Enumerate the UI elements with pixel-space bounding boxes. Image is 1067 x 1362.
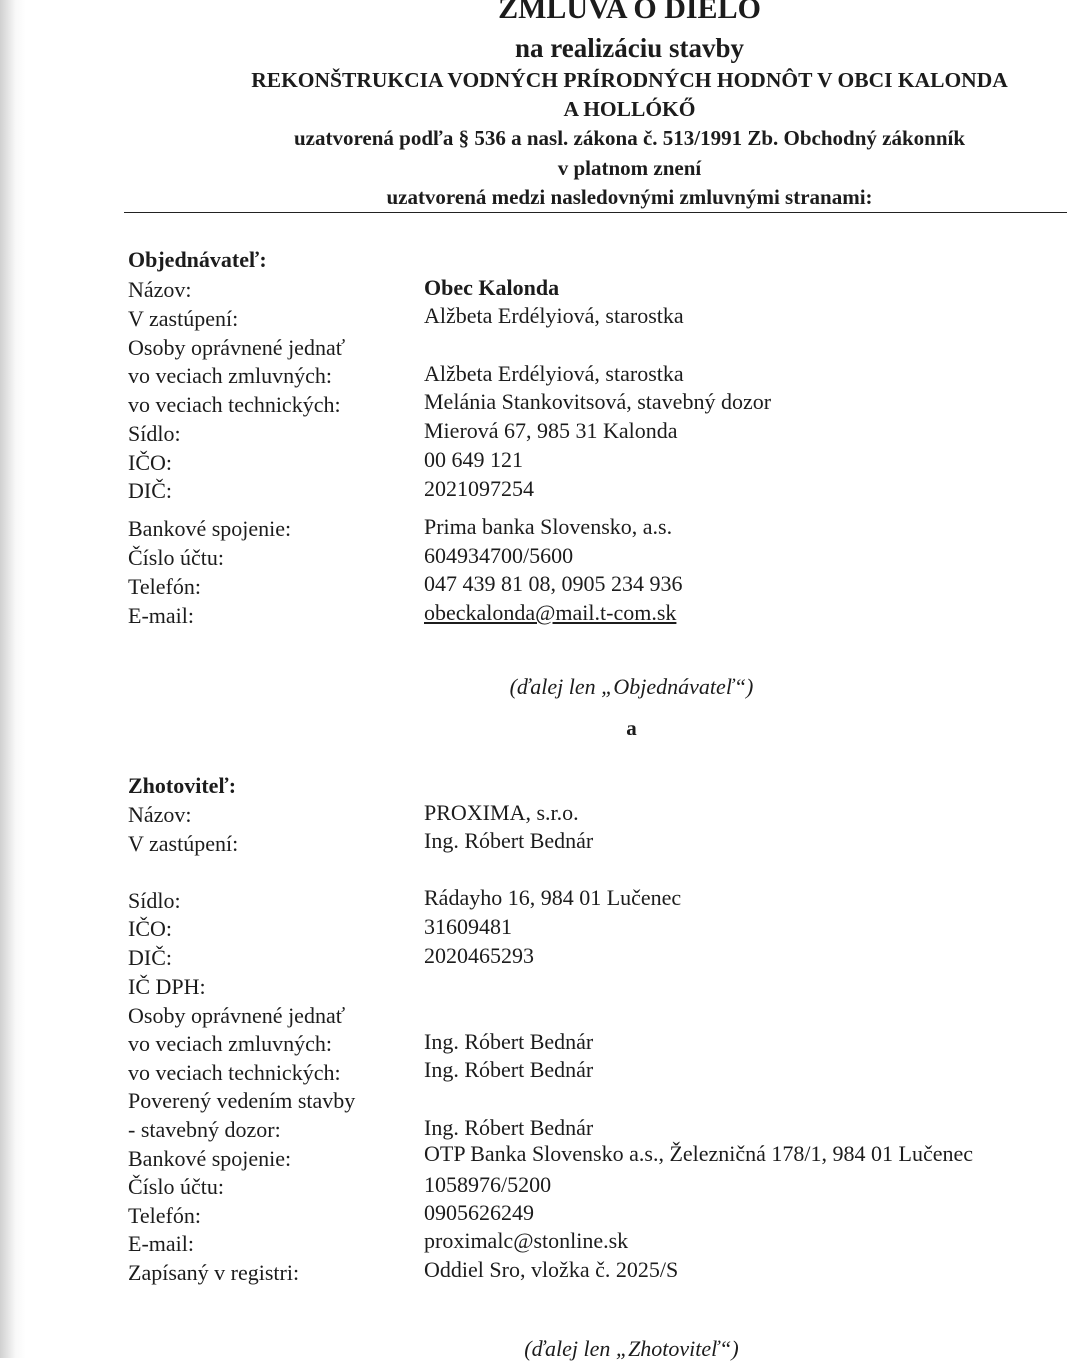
zhotovitel-value-zmluvne: Ing. Róbert Bednár bbox=[424, 1029, 594, 1054]
zhotovitel-label-banka: Bankové spojenie: bbox=[128, 1146, 292, 1171]
project-name-line2: A HOLLÓKŐ bbox=[563, 97, 696, 121]
zhotovitel-value-dozor: Ing. Róbert Bednár bbox=[424, 1115, 594, 1140]
header-divider bbox=[124, 212, 1067, 213]
objednavatel-label-telefon: Telefón: bbox=[128, 574, 201, 599]
objednavatel-value-dic: 2021097254 bbox=[424, 476, 534, 501]
zhotovitel-label-ucet: Číslo účtu: bbox=[128, 1174, 224, 1199]
document-title: ZMLUVA O DIELO bbox=[498, 0, 761, 25]
zhotovitel-value-register: Oddiel Sro, vložka č. 2025/S bbox=[424, 1257, 679, 1282]
zhotovitel-label-sidlo: Sídlo: bbox=[128, 888, 181, 913]
zhotovitel-label-osoby: Osoby oprávnené jednať bbox=[128, 1003, 346, 1028]
project-name-line1: REKONŠTRUKCIA VODNÝCH PRÍRODNÝCH HODNÔT V OBCI KALONDA bbox=[251, 68, 1008, 92]
objednavatel-alias: (ďalej len „Objednávateľ“) bbox=[509, 674, 754, 699]
zhotovitel-label-register: Zapísaný v registri: bbox=[128, 1260, 300, 1285]
zhotovitel-value-dic: 2020465293 bbox=[424, 943, 534, 968]
document-subtitle: na realizáciu stavby bbox=[515, 33, 744, 63]
objednavatel-label-dic: DIČ: bbox=[128, 478, 172, 503]
zhotovitel-value-nazov: PROXIMA, s.r.o. bbox=[424, 800, 579, 825]
zhotovitel-label-technicke: vo veciach technických: bbox=[128, 1060, 341, 1085]
zhotovitel-value-ico: 31609481 bbox=[424, 914, 512, 939]
zhotovitel-label-email: E-mail: bbox=[128, 1231, 194, 1256]
zhotovitel-value-ucet: 1058976/5200 bbox=[424, 1172, 552, 1197]
objednavatel-label-ucet: Číslo účtu: bbox=[128, 545, 224, 570]
objednavatel-label-zmluvne: vo veciach zmluvných: bbox=[128, 363, 333, 388]
objednavatel-label-banka: Bankové spojenie: bbox=[128, 516, 292, 541]
objednavatel-label-ico: IČO: bbox=[128, 450, 172, 475]
objednavatel-value-ico: 00 649 121 bbox=[424, 447, 523, 472]
objednavatel-label-technicke: vo veciach technických: bbox=[128, 392, 341, 417]
zhotovitel-label-nazov: Názov: bbox=[128, 802, 192, 827]
zhotovitel-value-telefon: 0905626249 bbox=[424, 1200, 534, 1225]
zhotovitel-value-technicke: Ing. Róbert Bednár bbox=[424, 1057, 594, 1082]
legal-validity: v platnom znení bbox=[557, 156, 702, 180]
zhotovitel-label-icdph: IČ DPH: bbox=[128, 974, 206, 999]
objednavatel-label-nazov: Názov: bbox=[128, 277, 192, 302]
objednavatel-label-osoby: Osoby oprávnené jednať bbox=[128, 335, 346, 360]
objednavatel-value-zastupenie: Alžbeta Erdélyiová, starostka bbox=[424, 303, 684, 328]
zhotovitel-value-zastupenie: Ing. Róbert Bednár bbox=[424, 828, 594, 853]
objednavatel-value-banka: Prima banka Slovensko, a.s. bbox=[424, 514, 673, 539]
parties-connector: a bbox=[626, 716, 637, 740]
objednavatel-value-telefon: 047 439 81 08, 0905 234 936 bbox=[424, 571, 683, 596]
objednavatel-label-email: E-mail: bbox=[128, 603, 194, 628]
zhotovitel-label-dozor: - stavebný dozor: bbox=[128, 1117, 281, 1142]
parties-intro: uzatvorená medzi nasledovnými zmluvnými stranami: bbox=[386, 185, 873, 209]
zhotovitel-heading: Zhotoviteľ: bbox=[128, 773, 237, 798]
zhotovitel-label-ico: IČO: bbox=[128, 916, 172, 941]
zhotovitel-value-sidlo: Rádayho 16, 984 01 Lučenec bbox=[424, 885, 682, 910]
objednavatel-email-link[interactable]: obeckalonda@mail.t-com.sk bbox=[424, 600, 677, 625]
zhotovitel-value-email: proximalc@stonline.sk bbox=[424, 1228, 629, 1253]
zhotovitel-label-zmluvne: vo veciach zmluvných: bbox=[128, 1031, 333, 1056]
objednavatel-label-sidlo: Sídlo: bbox=[128, 421, 181, 446]
zhotovitel-label-dic: DIČ: bbox=[128, 945, 172, 970]
objednavatel-heading: Objednávateľ: bbox=[128, 247, 267, 272]
zhotovitel-label-zastupenie: V zastúpení: bbox=[128, 831, 239, 856]
objednavatel-value-nazov: Obec Kalonda bbox=[424, 275, 560, 300]
zhotovitel-label-telefon: Telefón: bbox=[128, 1203, 201, 1228]
objednavatel-value-sidlo: Mierová 67, 985 31 Kalonda bbox=[424, 418, 678, 443]
objednavatel-value-technicke: Melánia Stankovitsová, stavebný dozor bbox=[424, 389, 772, 414]
legal-basis: uzatvorená podľa § 536 a nasl. zákona č. 513/1991 Zb. Obchodný zákonník bbox=[293, 126, 966, 150]
zhotovitel-value-banka: OTP Banka Slovensko a.s., Železničná 178/1, 984 01 Lučenec bbox=[424, 1141, 974, 1166]
objednavatel-value-ucet: 604934700/5600 bbox=[424, 543, 574, 568]
objednavatel-label-zastupenie: V zastúpení: bbox=[128, 306, 239, 331]
zhotovitel-alias: (ďalej len „Zhotoviteľ“) bbox=[524, 1336, 739, 1361]
objednavatel-value-zmluvne: Alžbeta Erdélyiová, starostka bbox=[424, 361, 684, 386]
zhotovitel-label-povereny: Poverený vedením stavby bbox=[128, 1088, 356, 1113]
